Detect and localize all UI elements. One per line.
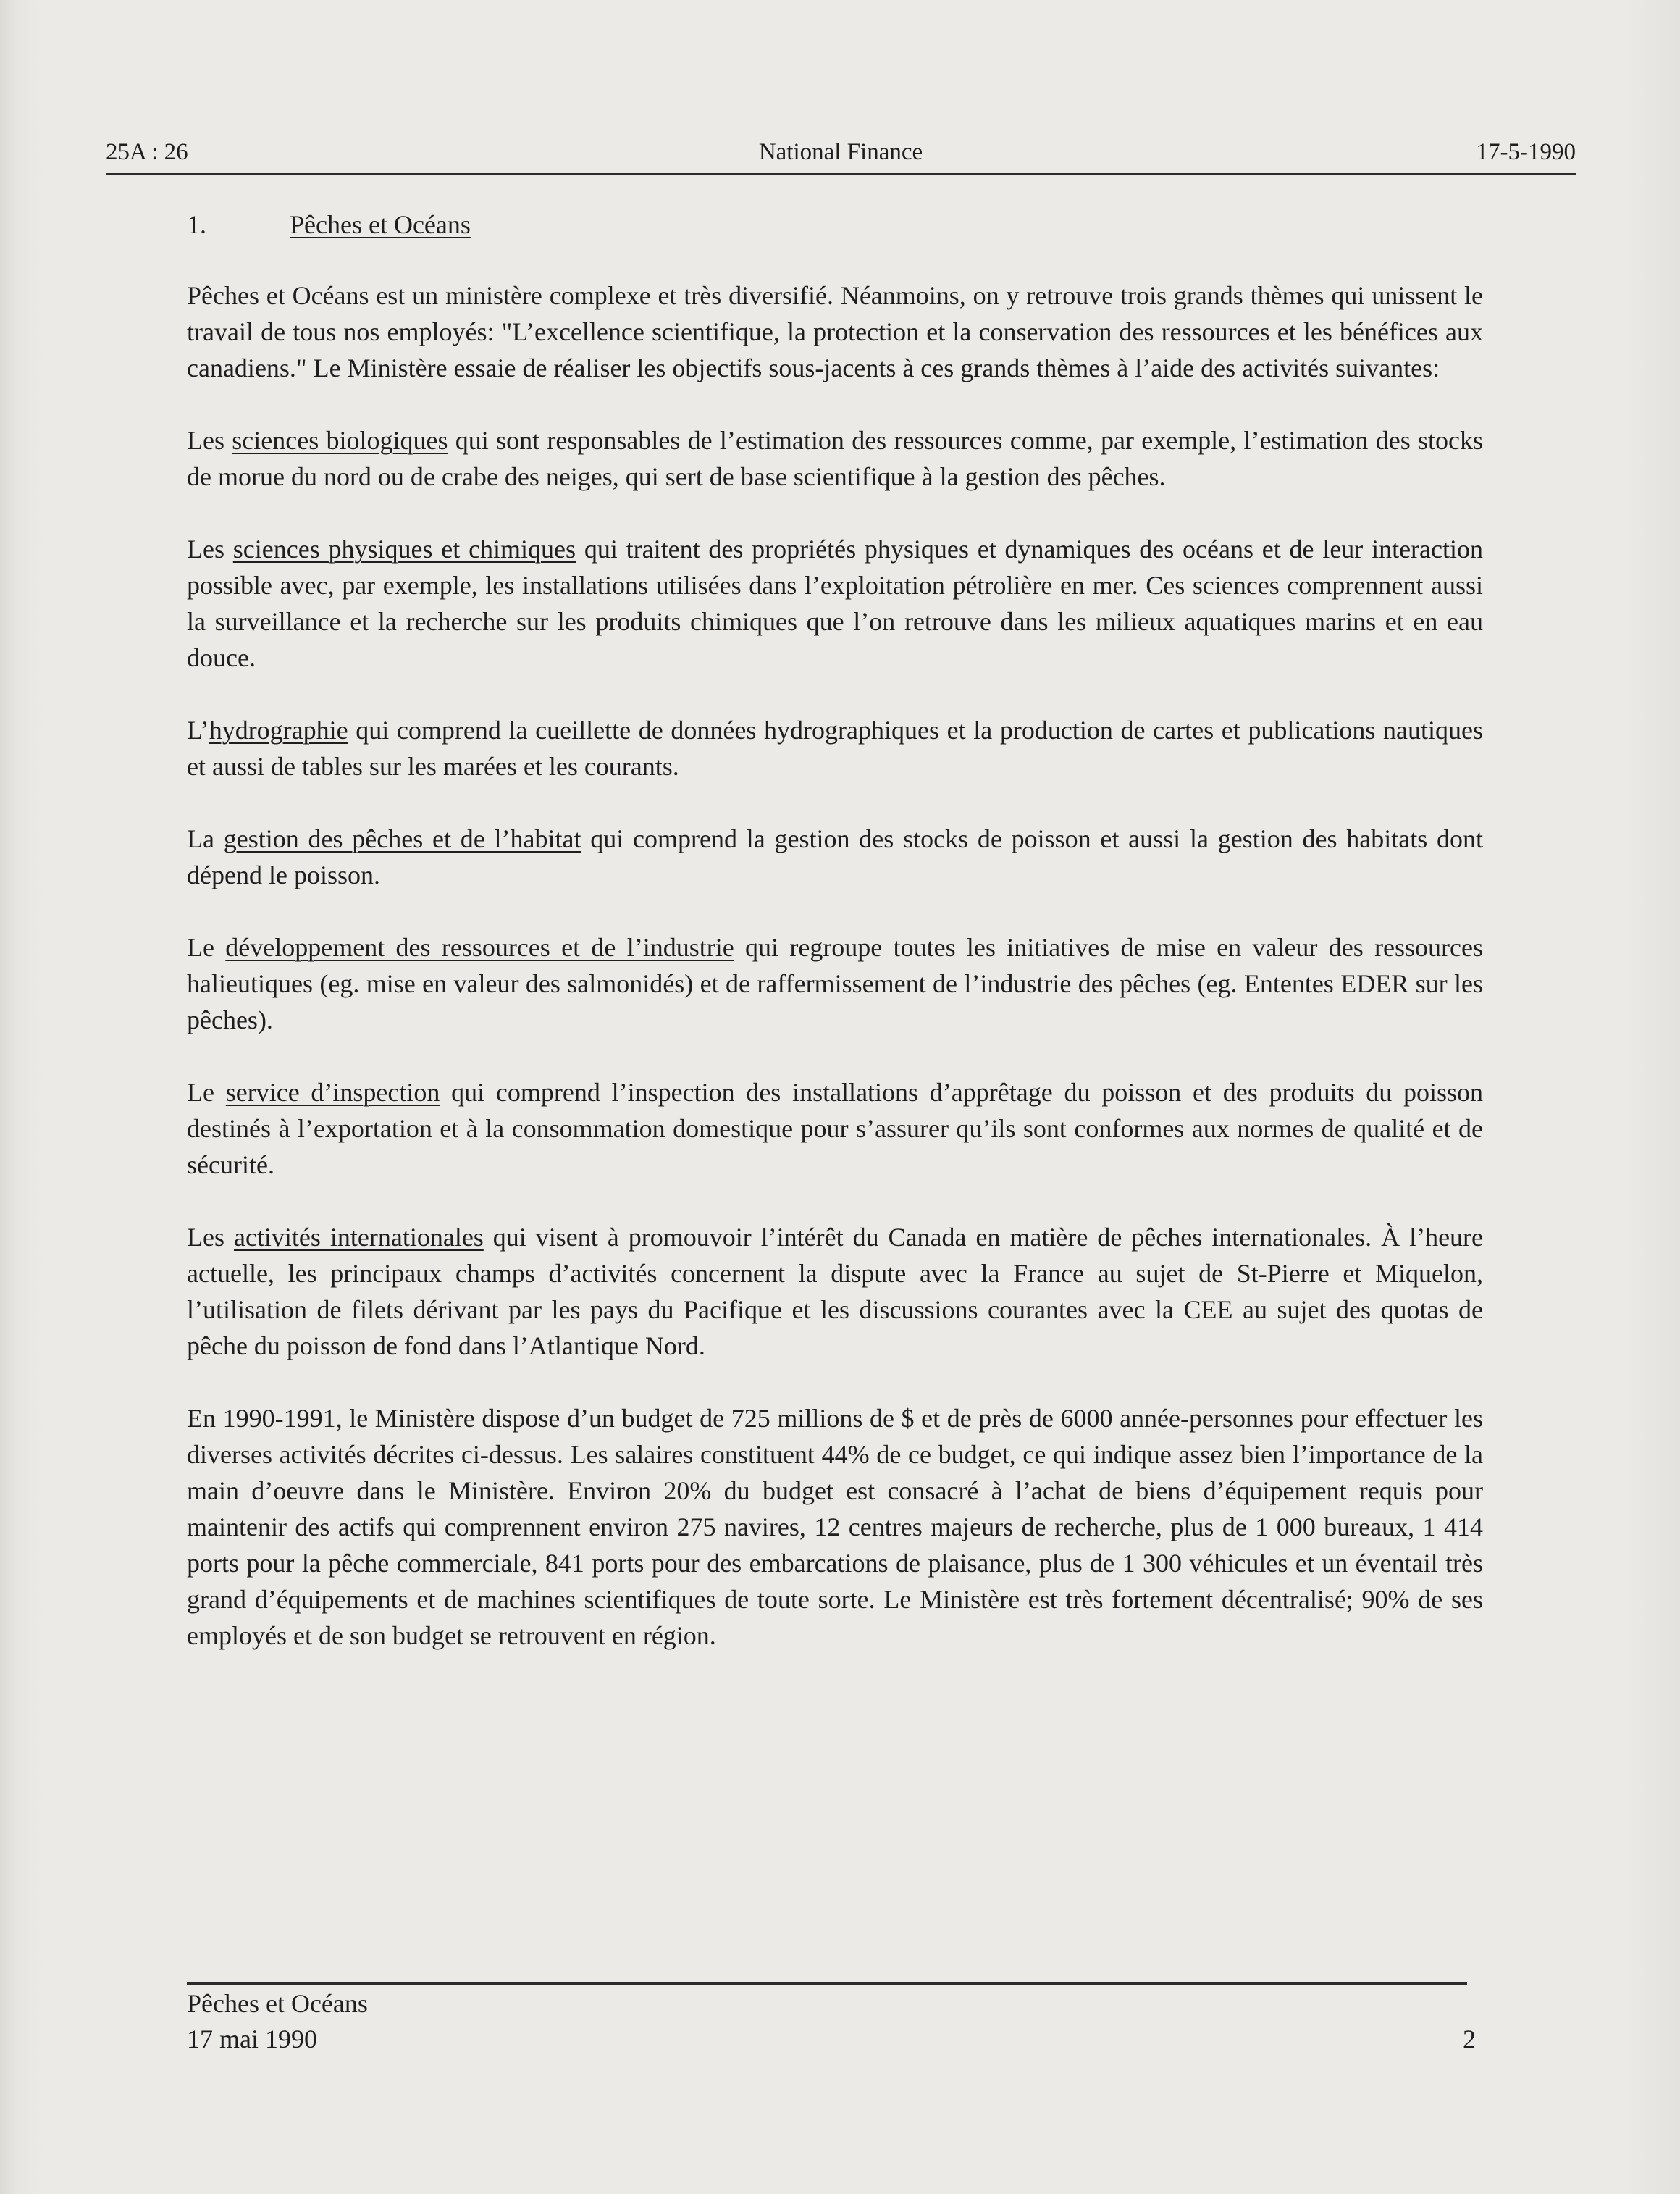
paragraph-inspection-service xyxy=(187,1074,1483,1183)
section-number: 1. xyxy=(187,210,206,239)
footer-organization: Pêches et Océans xyxy=(187,1989,368,2018)
paragraph-text: qui regroupe toutes les initiatives de mise en valeur des ressources halieutiques (eg. mise en valeur des salmonidés) et de raffermissement de l’industrie des pêches (eg. Ententes EDER sur les pêches). xyxy=(187,933,1483,1034)
running-header xyxy=(106,133,1576,175)
budget-paragraph: En 1990-1991, le Ministère dispose d’un budget de 725 millions de $ et de près de 6000 année-personnes pour effectuer les diverses activités décrites ci-dessus. Les salaires constituent 44% de ce budget, ce qui indique assez bien l’importance de la main d’oeuvre dans le Ministère. Environ 20% du budget est consacré à l’achat de biens d’équipement requis pour maintenir des actifs qui comprennent environ 275 navires, 12 centres majeurs de recherche, plus de 1 000 bureaux, 1 414 ports pour la pêche commerciale, 841 ports pour des embarcations de plaisance, plus de 1 300 véhicules et un éventail très grand d’équipements et de machines scientifiques de toute sorte. Le Ministère est très fortement décentralisé; 90% de ses employés et de son budget se retrouvent en région. xyxy=(187,1404,1483,1650)
paragraph-physical-sciences xyxy=(187,531,1483,676)
paragraph-lead: Le xyxy=(187,933,226,962)
underlined-term: sciences biologiques xyxy=(232,426,448,455)
underlined-term: service d’inspection xyxy=(225,1078,440,1107)
header-publication-title: National Finance xyxy=(758,139,923,165)
paragraph-lead: L’ xyxy=(187,716,209,745)
paragraph-text: qui comprend l’inspection des installations d’apprêtage du poisson et des produits du poisson destinés à l’exportation et à la consommation domestique pour s’assurer qu’ils sont conformes aux normes de qualité et de sécurité. xyxy=(187,1078,1484,1179)
paragraph-text: qui visent à promouvoir l’intérêt du Canada en matière de pêches internationales. À l’heure actuelle, les principaux champs d’activités concernent la dispute avec la France au sujet de St-Pierre et Miquelon, l’utilisation de filets dérivant par les pays du Pacifique et les discussions courantes avec la CEE au sujet des quotas de pêche du poisson de fond dans l’Atlantique Nord. xyxy=(187,1223,1484,1360)
paragraph-text: qui comprend la cueillette de données hydrographiques et la production de cartes et publications nautiques et aussi de tables sur les marées et les courants. xyxy=(187,716,1483,781)
underlined-term: activités internationales xyxy=(233,1223,484,1252)
paragraph-fisheries-management xyxy=(187,821,1483,893)
footer-divider xyxy=(187,1982,1467,1985)
page-number: 2 xyxy=(1463,2025,1476,2053)
underlined-term: sciences physiques et chimiques xyxy=(232,535,576,564)
paragraph-lead: Les xyxy=(187,535,233,564)
body-text xyxy=(187,206,1483,1654)
paragraph-hydrography xyxy=(187,712,1483,784)
paragraph-biological-sciences xyxy=(187,422,1483,495)
underlined-term: gestion des pêches et de l’habitat xyxy=(223,824,581,853)
paragraph-lead: Le xyxy=(187,1078,226,1107)
header-reference: 25A : 26 xyxy=(106,139,188,165)
intro-paragraph: Pêches et Océans est un ministère complexe et très diversifié. Néanmoins, on y retrouve trois grands thèmes qui unissent le travail de tous nos employés: "L’excellence scientifique, la protection et la conservation des ressources et les bénéfices aux canadiens." Le Ministère essaie de réaliser les objectifs sous-jacents à ces grands thèmes à l’aide des activités suivantes: xyxy=(187,281,1483,382)
section-title: Pêches et Océans xyxy=(290,210,471,239)
footer-date: 17 mai 1990 xyxy=(187,2025,317,2053)
paragraph-lead: Les xyxy=(187,426,232,455)
paragraph-text: qui traitent des propriétés physiques et dynamiques des océans et de leur interaction possible avec, par exemple, les installations utilisées dans l’exploitation pétrolière en mer. Ces sciences comprennent aussi la surveillance et la recherche sur les produits chimiques que l’on retrouve dans les milieux aquatiques marins et en eau douce. xyxy=(187,535,1484,672)
header-date: 17-5-1990 xyxy=(1476,139,1576,165)
paragraph-text: qui sont responsables de l’estimation des ressources comme, par exemple, l’estimation des stocks de morue du nord ou de crabe des neiges, qui sert de base scientifique à la gestion des pêches. xyxy=(187,426,1484,491)
paragraph-lead: Les xyxy=(187,1223,234,1252)
underlined-term: développement des ressources et de l’industrie xyxy=(225,933,734,962)
paragraph-resource-development xyxy=(187,929,1483,1038)
underlined-term: hydrographie xyxy=(209,716,348,745)
page-footer xyxy=(187,1986,1483,2057)
paragraph-text: qui comprend la gestion des stocks de poisson et aussi la gestion des habitats dont dépend le poisson. xyxy=(187,824,1483,889)
paragraph-international-activities xyxy=(187,1219,1483,1364)
paragraph-lead: La xyxy=(187,824,224,853)
section-heading xyxy=(187,206,1483,243)
